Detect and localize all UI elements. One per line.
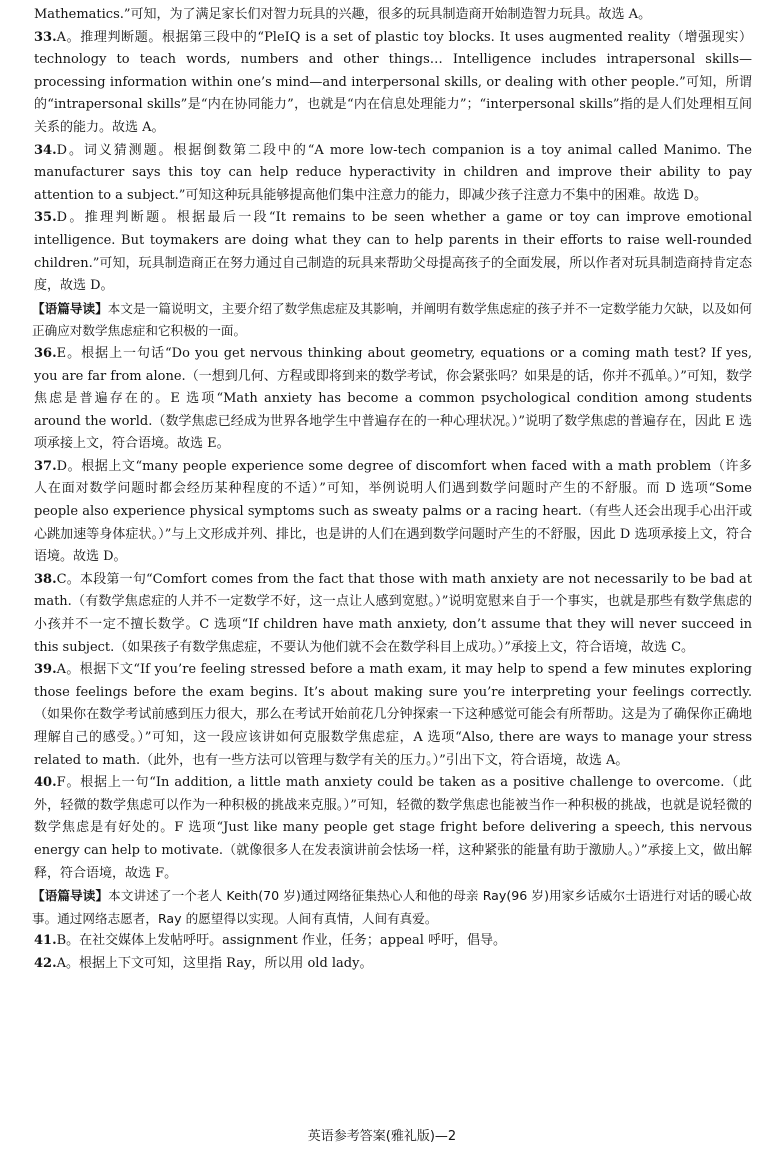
question-number: 33. — [34, 29, 57, 45]
answer-text: D。词义猜测题。根据倒数第二段中的“A more low-tech companion is a toy animal called Manimo. The manufacturer says this toy can help reduce hyperactivity in children and improve their ability to pay attention to a subject.”可知这种玩具能够提高他们集中注意力的能力，即减少孩子注意力不集中的困难。故选 D。 — [34, 142, 752, 203]
answer-item — [34, 207, 752, 297]
reading-guide-1 — [32, 298, 752, 343]
question-number: 37. — [34, 458, 57, 474]
question-number: 35. — [34, 210, 57, 226]
answer-item — [34, 456, 752, 569]
guide-text: 本文是一篇说明文，主要介绍了数学焦虑症及其影响，并阐明有数学焦虑症的孩子并不一定数学能力欠缺，以及如何正确应对数学焦虑症和它积极的一面。 — [32, 300, 753, 339]
answer-item — [34, 27, 752, 140]
answer-text: A。推理判断题。根据第三段中的“PleIQ is a set of plastic toy blocks. It uses augmented reality（增强现实）technology to teach words, numbers and other things… Intelligence includes intrapersonal skills—processing information within one’s mind—and interpersonal skills, or dealing with other people.”可知，所谓的“intrapersonal skills”是“内在协同能力”，也就是“内在信息处理能力”；“interpersonal skills”指的是人们处理相互间关系的能力。故选 A。 — [34, 29, 752, 135]
question-number: 39. — [34, 662, 57, 678]
answer-text: A。根据上下文可知，这里指 Ray，所以用 old lady。 — [56, 955, 373, 971]
question-number: 34. — [34, 142, 57, 158]
answer-item — [34, 569, 752, 659]
guide-tag: 【语篇导读】 — [32, 300, 108, 316]
question-number: 40. — [34, 775, 57, 791]
question-number: 36. — [34, 345, 57, 361]
answer-item — [34, 4, 752, 27]
answer-text: Mathematics.”可知，为了满足家长们对智力玩具的兴趣，很多的玩具制造商开始制造智力玩具。故选 A。 — [34, 7, 652, 22]
guide-tag: 【语篇导读】 — [32, 888, 109, 904]
answer-item — [34, 772, 752, 885]
page-footer: 英语参考答案(雅礼版)—2 — [307, 1129, 457, 1144]
answer-text: A。根据下文“If you’re feeling stressed before a math exam, it may help to spend a few minutes exploring those feelings before the exam begins. It’s about making sure you’re interpreting your feelings correctly.（如果你在数学考试前感到压力很大，那么在考试开始前花几分钟探索一下这种感觉可能会有所帮助。这是为了确保你正确地理解自己的感受。）”可知，这一段应该讲如何克服数学焦虑症，A 选项“Also, there are ways to manage your stress related to math.（此外，也有一些方法可以管理与数学有关的压力。）”引出下文，符合语境，故选 A。 — [34, 662, 752, 768]
answer-text: C。本段第一句“Comfort comes from the fact that those with math anxiety are not necessarily to be bad at math.（有数学焦虑症的人并不一定数学不好，这一点让人感到宽慰。）”说明宽慰来自于一个事实，也就是那些有数学焦虑的小孩并不一定不擅长数学。C 选项“If children have math anxiety, don’t assume that they will never succeed in this subject.（如果孩子有数学焦虑症，不要认为他们就不会在数学科目上成功。）”承接上文，符合语境，故选 C。 — [34, 571, 752, 655]
answer-section-1 — [34, 4, 752, 298]
question-number: 38. — [34, 571, 57, 587]
answer-text: E。根据上一句话“Do you get nervous thinking about geometry, equations or a coming math test? If yes, you are far from alone.（一想到几何、方程或即将到来的数学考试，你会紧张吗？如果是的话，你并不孤单。）”可知，数学焦虑是普遍存在的。E 选项“Math anxiety has become a common psychological condition among students around the world.（数学焦虑已经成为世界各地学生中普遍存在的一种心理状况。）”说明了数学焦虑的普遍存在，因此 E 选项承接上文，符合语境。故选 E。 — [34, 345, 752, 452]
question-number: 42. — [34, 955, 57, 971]
answer-text: D。根据上文“many people experience some degree of discomfort when faced with a math problem（许多人在面对数学问题时都会经历某种程度的不适）”可知，举例说明人们遇到数学问题时产生的不舒服。而 D 选项“Some people also experience physical symptoms such as sweaty palms or a racing heart.（有些人还会出现手心出汗或心跳加速等身体症状。）”与上文形成并列、排比，也是讲的人们在遇到数学问题时产生的不舒服，因此 D 选项承接上文，符合语境。故选 D。 — [34, 458, 752, 565]
answer-item — [34, 343, 752, 456]
guide-text: 本文讲述了一个老人 Keith(70 岁)通过网络征集热心人和他的母亲 Ray(96 岁)用家乡话威尔士语进行对话的暖心故事。通过网络志愿者，Ray 的愿望得以实现。人间有真情，人间有真爱。 — [32, 888, 752, 926]
answer-item — [34, 140, 752, 208]
answer-item — [34, 930, 752, 953]
question-number: 41. — [34, 933, 57, 949]
answer-text: F。根据上一句“In addition, a little math anxiety could be taken as a positive challenge to overcome.（此外，轻微的数学焦虑可以作为一种积极的挑战来克服。）”可知，轻微的数学焦虑也能被当作一种积极的挑战，也就是说轻微的数学焦虑是有好处的。F 选项“Just like many people get stage fright before delivering a speech, this nervous energy can help to motivate.（就像很多人在发表演讲前会怯场一样，这种紧张的能量有助于激励人。）”承接上文，做出解释，符合语境，故选 F。 — [34, 775, 752, 881]
answer-section-3 — [34, 930, 752, 975]
answer-text: D。推理判断题。根据最后一段“It remains to be seen whether a game or toy can improve emotional intelligence. But toymakers are doing what they can to help parents in their efforts to raise well-rounded children.”可知，玩具制造商正在努力通过自己制造的玩具来帮助父母提高孩子的全面发展，所以作者对玩具制造商持肯定态度，故选 D。 — [34, 210, 752, 294]
answer-item — [34, 953, 752, 976]
answer-text: B。在社交媒体上发帖呼吁。assignment 作业，任务；appeal 呼吁，倡导。 — [56, 933, 507, 949]
answer-section-2 — [34, 343, 752, 885]
answer-item — [34, 659, 752, 772]
reading-guide-2 — [32, 885, 752, 930]
